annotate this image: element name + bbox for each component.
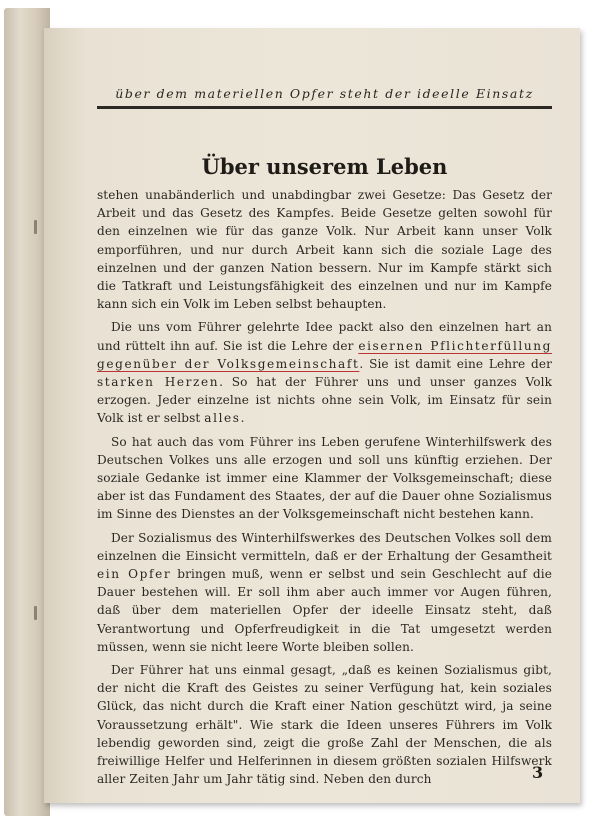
staple-bottom [34,606,37,620]
paragraph-4: Der Sozialismus des Winterhilfswerkes des Deutschen Volkes soll dem einzelnen die Einsicht vermitteln, daß er der Erhaltung der Gesamtheit ein Opfer bringen muß, wenn er selbst und sein Geschlecht auf die Dauer bestehen will. Er soll ihm aber auch immer vor Augen führen, daß über dem materiellen Opfer der ideelle Einsatz steht, daß Verantwortung und Opferfreudigkeit in die Tat umgesetzt werden müssen, wenn sie nicht leere Worte bleiben sollen. [97,530,552,654]
emphasis-starken-herzen: starken Herzen [97,375,220,390]
page-number: 3 [532,763,544,782]
paragraph-5: Der Führer hat uns einmal gesagt, „daß es keinen Sozialismus gibt, der nicht die Kraft des Geistes zu seiner Verfügung hat, kein soziales Glück, das nicht durch die Kraft einer Nation geschützt wird, ja seine Voraussetzung erhält". Wie stark die Ideen unseres Führers im Volk lebendig geworden sind, zeigt die große Zahl der Menschen, die als freiwillige Helfer und Helferinnen in diesem größten sozialen Hilfswerk aller Zeiten Jahr um Jahr tätig sind. Neben den durch [97,663,552,787]
booklet [4,8,588,816]
staple-top [34,220,37,234]
emphasis-alles: alles [204,411,241,426]
body-text [97,186,552,794]
running-header: über dem materiellen Opfer steht der ideelle Einsatz [115,86,534,101]
header-rule [97,106,552,109]
page-title: Über unserem Leben [201,154,448,179]
emphasis-pflichterfuellung: eisernen Pflichterfüllung gegenüber der Volksgemeinschaft [97,338,552,371]
paragraph-2: Die uns vom Führer gelehrte Idee packt also den einzelnen hart an und rüttelt ihn auf. Sie ist die Lehre der eisernen Pflichterfüllung gegenüber der Volksgemeinschaft. Sie ist damit eine Lehre der starken Herzen. So hat der Führer uns und unser ganzes Volk erzogen. Jeder einzelne ist nichts ohne sein Volk, im Einsatz für sein Volk ist er selbst alles. [97,320,552,426]
emphasis-ein-opfer: ein Opfer [97,567,172,582]
page [44,28,580,803]
paragraph-1: stehen unabänderlich und unabdingbar zwei Gesetze: Das Gesetz der Arbeit und das Gesetz des Kampfes. Beide Gesetze gelten sowohl für den einzelnen wie für das ganze Volk. Nur Arbeit kann unser Volk emporführen, und nur durch Arbeit kann sich die soziale Lage des einzelnen und der ganzen Nation bessern. Nur im Kampfe stärkt sich die Tatkraft und Leistungsfähigkeit des einzelnen und nur im Kampfe kann sich ein Volk im Leben selbst behaupten. [97,188,552,312]
paragraph-3: So hat auch das vom Führer ins Leben gerufene Winterhilfswerk des Deutschen Volkes uns alle erzogen und soll uns künftig erziehen. Der soziale Gedanke ist immer eine Klammer der Volksgemeinschaft; diese aber ist das Fundament des Staates, der auf die Dauer ohne Sozialismus im Sinne des Dienstes an der Volksgemeinschaft nicht bestehen kann. [97,434,552,522]
